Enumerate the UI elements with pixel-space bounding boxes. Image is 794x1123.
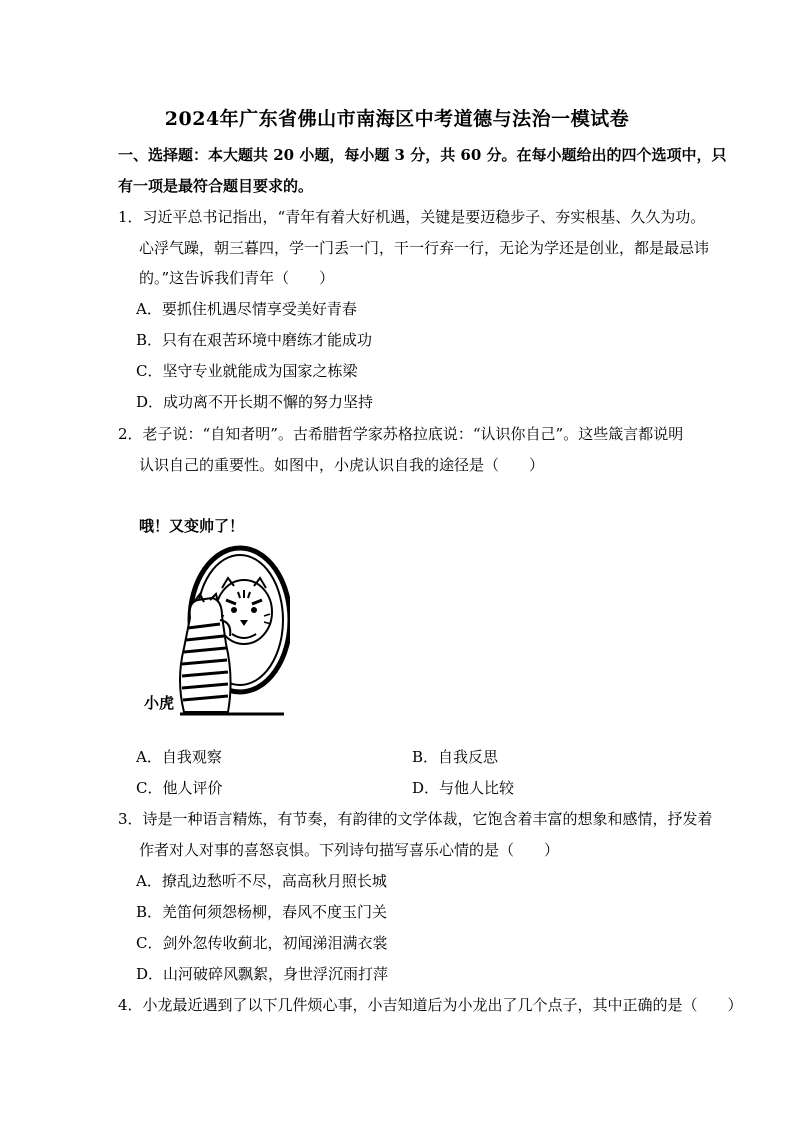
figure-caption: 哦！又变帅了！: [139, 517, 245, 535]
question-3-option-b[interactable]: B．羌笛何须怨杨柳，春风不度玉门关: [136, 903, 388, 921]
question-3-option-a[interactable]: A．撩乱边愁听不尽，高高秋月照长城: [136, 872, 387, 890]
question-1-line3: 的。”这告诉我们青年（ ）: [139, 269, 335, 287]
question-1-line1: 1．习近平总书记指出，“青年有着大好机遇，关键是要迈稳步子、夯实根基、久久为功。: [118, 208, 706, 226]
question-3-option-d[interactable]: D．山河破碎风飘絮，身世浮沉雨打萍: [136, 965, 389, 983]
question-1-option-d[interactable]: D．成功离不开长期不懈的努力坚持: [136, 393, 374, 411]
question-1-option-c[interactable]: C．坚守专业就能成为国家之栋梁: [136, 362, 358, 380]
question-1-option-b[interactable]: B．只有在艰苦环境中磨练才能成功: [136, 331, 373, 349]
question-2-option-b[interactable]: B．自我反思: [412, 748, 499, 766]
question-2-line1: 2．老子说：“自知者明”。古希腊哲学家苏格拉底说：“认识你自己”。这些箴言都说明: [118, 425, 684, 443]
question-1-line2: 心浮气躁，朝三暮四，学一门丢一门，干一行弃一行，无论为学还是创业，都是最忌讳: [139, 239, 710, 257]
section-heading-line2: 有一项是最符合题目要求的。: [118, 177, 314, 195]
question-3-line1: 3．诗是一种语言精炼，有节奏，有韵律的文学体裁，它饱含着丰富的想象和感情，抒发着: [118, 810, 713, 828]
question-2-line2: 认识自己的重要性。如图中，小虎认识自我的途径是（ ）: [139, 456, 545, 474]
tiger-mirror-drawing: [140, 540, 290, 725]
question-3-line2: 作者对人对事的喜怒哀惧。下列诗句描写喜乐心情的是（ ）: [139, 841, 560, 859]
question-2-option-d[interactable]: D．与他人比较: [412, 779, 515, 797]
tiger-body-icon: [180, 594, 231, 712]
question-3-option-c[interactable]: C．剑外忽传收蓟北，初闻涕泪满衣裳: [136, 934, 388, 952]
exam-title: 2024年广东省佛山市南海区中考道德与法治一模试卷: [164, 108, 630, 130]
question-1-option-a[interactable]: A．要抓住机遇尽情享受美好青春: [136, 300, 357, 318]
tiger-mirror-illustration: [140, 540, 290, 725]
question-2-option-a[interactable]: A．自我观察: [136, 748, 222, 766]
section-heading-line1: 一、选择题：本大题共 20 小题，每小题 3 分，共 60 分。在每小题给出的四个选项中，只: [118, 146, 727, 164]
figure-label: 小虎: [144, 694, 175, 712]
question-2-option-c[interactable]: C．他人评价: [136, 779, 223, 797]
question-4-line1: 4．小龙最近遇到了以下几件烦心事，小吉知道后为小龙出了几个点子，其中正确的是（ ）: [118, 996, 743, 1014]
